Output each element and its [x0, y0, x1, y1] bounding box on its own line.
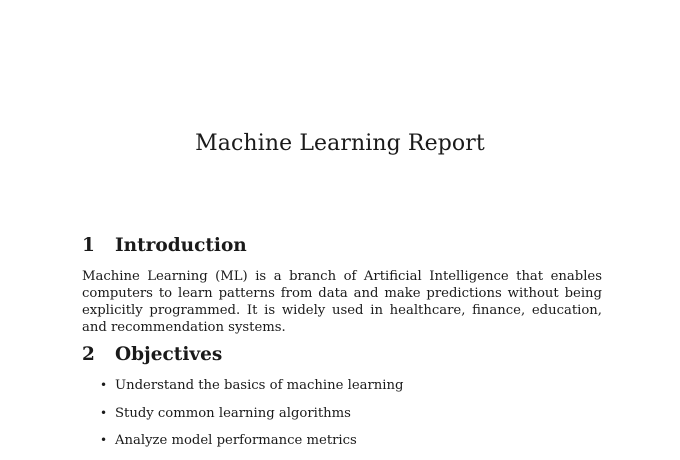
list-item-text: Study common learning algorithms [115, 405, 351, 421]
document-title: Machine Learning Report [195, 131, 485, 156]
bullet-icon: • [100, 378, 108, 392]
list-item-text: Analyze model performance metrics [115, 433, 357, 448]
section-heading-objectives [82, 343, 222, 367]
section-number: 2 [82, 344, 95, 365]
objectives-list [100, 377, 403, 460]
bullet-icon: • [100, 405, 108, 420]
section-title: Introduction [115, 235, 247, 256]
list-item [100, 377, 403, 405]
introduction-paragraph: Machine Learning (ML) is a branch of Artificial Intelligence that enables computers to learn patterns from data and make predictions without being explicitly programmed. It is widely used in healthcare, finance, education, and recommendation systems. [82, 269, 602, 335]
section-number: 1 [82, 235, 95, 256]
list-item [100, 432, 403, 460]
bullet-icon: • [100, 433, 108, 447]
list-item [100, 405, 403, 433]
section-title: Objectives [115, 344, 223, 365]
list-item-text: Understand the basics of machine learning [115, 378, 404, 393]
section-heading-introduction [82, 234, 247, 258]
